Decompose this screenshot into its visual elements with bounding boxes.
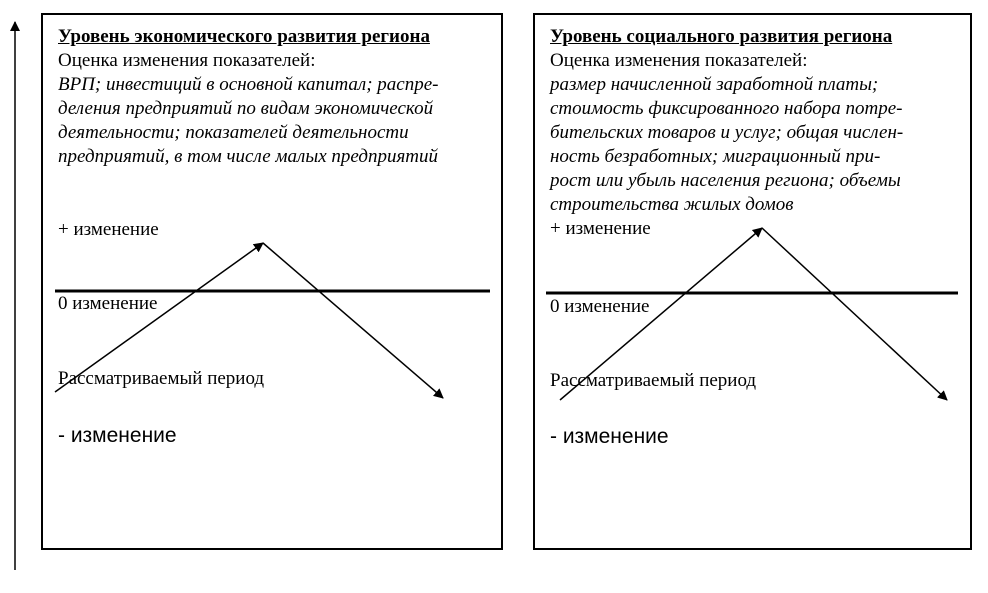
indicator-line: деления предприятий по видам экономической [58,98,434,119]
indicator-line: бительских товаров и услуг; общая числен- [550,122,904,143]
indicator-line: деятельности; показателей деятельности [58,122,409,143]
zero-change-label: 0 изменение [550,296,650,317]
panel-subtitle: Оценка изменения показателей: [550,50,808,71]
indicator-line: размер начисленной заработной платы; [550,74,879,95]
minus-change-label: - изменение [550,425,669,448]
period-label: Рассматриваемый период [550,370,757,391]
plus-change-label: + изменение [550,218,651,239]
indicator-line: рост или убыль населения региона; объемы [550,170,901,191]
period-label: Рассматриваемый период [58,368,265,389]
panel-title: Уровень экономического развития региона [58,26,430,47]
zero-change-label: 0 изменение [58,293,158,314]
indicator-line: ВРП; инвестиций в основной капитал; распре- [58,74,439,95]
indicator-line: предприятий, в том числе малых предприятий [58,146,439,167]
indicator-line: ность безработных; миграционный при- [550,146,881,167]
indicator-line: строительства жилых домов [550,194,794,215]
minus-change-label: - изменение [58,424,177,447]
plus-change-label: + изменение [58,219,159,240]
panel-title: Уровень социального развития региона [550,26,893,47]
indicator-line: стоимость фиксированного набора потре- [550,98,903,119]
panel-subtitle: Оценка изменения показателей: [58,50,316,71]
